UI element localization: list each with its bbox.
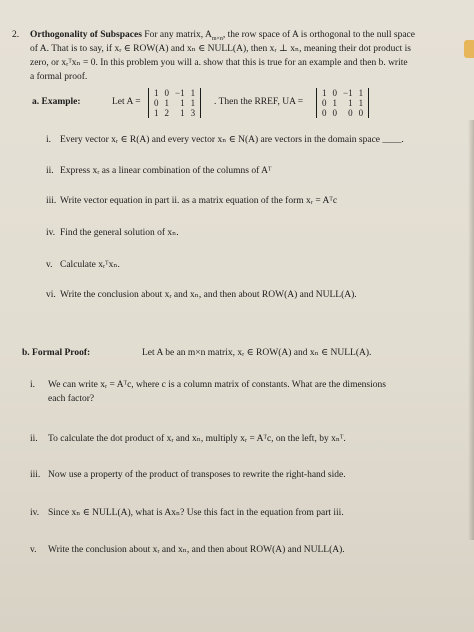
example-item-text: Write vector equation in part ii. as a matrix equation of the form xᵣ = Aᵀc (60, 196, 338, 206)
page-edge-shadow (468, 120, 474, 540)
example-label: a. Example: (32, 97, 81, 107)
problem-header-line-1 (30, 30, 415, 43)
matrix-ua-cell: 0 (358, 108, 364, 118)
matrix-ua-cell: 0 (348, 108, 353, 118)
matrix-ua-cell: 1 (358, 98, 364, 108)
header-text-1b: , the row space of A is orthogonal to the null space (222, 30, 415, 40)
highlighter-mark (464, 40, 474, 58)
header-text-1a: For any matrix, A (144, 30, 212, 40)
header-line-4: a formal proof. (30, 72, 88, 82)
example-item-text: Write the conclusion about xᵣ and xₙ, and then about ROW(A) and NULL(A). (60, 290, 357, 300)
example-item-number: iii. (46, 196, 57, 206)
proof-item-text: Now use a property of the product of transposes to rewrite the right-hand side. (48, 470, 346, 480)
matrix-a-cell: 1 (180, 108, 185, 118)
matrix-a-cell: 1 (190, 88, 196, 98)
header-line-3: zero, or xᵣᵀxₙ = 0. In this problem you will a. show that this is true for an example and then b. write (30, 58, 408, 68)
proof-intro: Let A be an m×n matrix, xᵣ ∈ ROW(A) and xₙ ∈ NULL(A). (142, 348, 372, 358)
matrix-ua-cell: 0 (332, 88, 337, 98)
matrix-ua-cell: 0 (322, 98, 327, 108)
proof-item-text: We can write xᵣ = Aᵀc, where c is a column matrix of constants. What are the dimensions (48, 380, 386, 390)
example-item-text: Calculate xᵣᵀxₙ. (60, 260, 120, 270)
matrix-a-cell: 0 (154, 98, 159, 108)
proof-item-text-cont: each factor? (48, 394, 95, 404)
example-item-number: i. (46, 135, 52, 145)
matrix-a-cell: 1 (180, 98, 185, 108)
matrix-a-cell: 1 (154, 88, 159, 98)
matrix-ua-cell: −1 (343, 88, 353, 98)
matrix-ua-cell: 0 (332, 108, 337, 118)
problem-number: 2. (12, 30, 20, 40)
matrix-ua-cell: 1 (332, 98, 337, 108)
matrix-a (148, 88, 201, 118)
problem-title: Orthogonality of Subspaces (30, 30, 142, 40)
example-item-text: Find the general solution of xₙ. (60, 228, 179, 238)
proof-item-number: ii. (30, 434, 38, 444)
proof-item-number: iv. (30, 508, 40, 518)
example-item-number: iv. (46, 228, 56, 238)
matrix-a-cell: −1 (175, 88, 185, 98)
proof-item-text: To calculate the dot product of xᵣ and xₙ, multiply xᵣ = Aᵀc, on the left, by xₙᵀ. (48, 434, 346, 444)
example-item-number: v. (46, 260, 53, 270)
example-item-number: ii. (46, 166, 54, 176)
matrix-a-cell: 1 (154, 108, 159, 118)
matrix-ua-cell: 0 (322, 108, 327, 118)
example-item-text: Express xᵣ as a linear combination of the columns of Aᵀ (60, 166, 272, 176)
matrix-ua-cell: 1 (358, 88, 364, 98)
example-item-number: vi. (46, 290, 56, 300)
matrix-ua-cell: 1 (322, 88, 327, 98)
example-item-text: Every vector xᵣ ∈ R(A) and every vector xₙ ∈ N(A) are vectors in the domain space ____. (60, 135, 404, 145)
matrix-a-cell: 3 (190, 108, 196, 118)
matrix-a-cell: 1 (164, 98, 169, 108)
proof-item-number: iii. (30, 470, 41, 480)
header-line-2: of A. That is to say, if xᵣ ∈ ROW(A) and xₙ ∈ NULL(A), then xᵣ ⊥ xₙ, meaning their dot product is (30, 44, 411, 54)
matrix-ua-cell: 1 (348, 98, 353, 108)
proof-item-text: Since xₙ ∈ NULL(A), what is Axₙ? Use this fact in the equation from part iii. (48, 508, 344, 518)
matrix-a-cell: 2 (164, 108, 169, 118)
proof-item-number: i. (30, 380, 36, 390)
proof-item-number: v. (30, 545, 37, 555)
matrix-a-cell: 1 (190, 98, 196, 108)
let-a-text: Let A = (112, 97, 141, 107)
rref-text: . Then the RREF, UA = (214, 97, 304, 107)
proof-label: b. Formal Proof: (22, 348, 91, 358)
matrix-ua (316, 88, 369, 118)
matrix-a-cell: 0 (164, 88, 169, 98)
proof-item-text: Write the conclusion about xᵣ and xₙ, and then about ROW(A) and NULL(A). (48, 545, 345, 555)
header-subscript: m×n (211, 35, 223, 42)
